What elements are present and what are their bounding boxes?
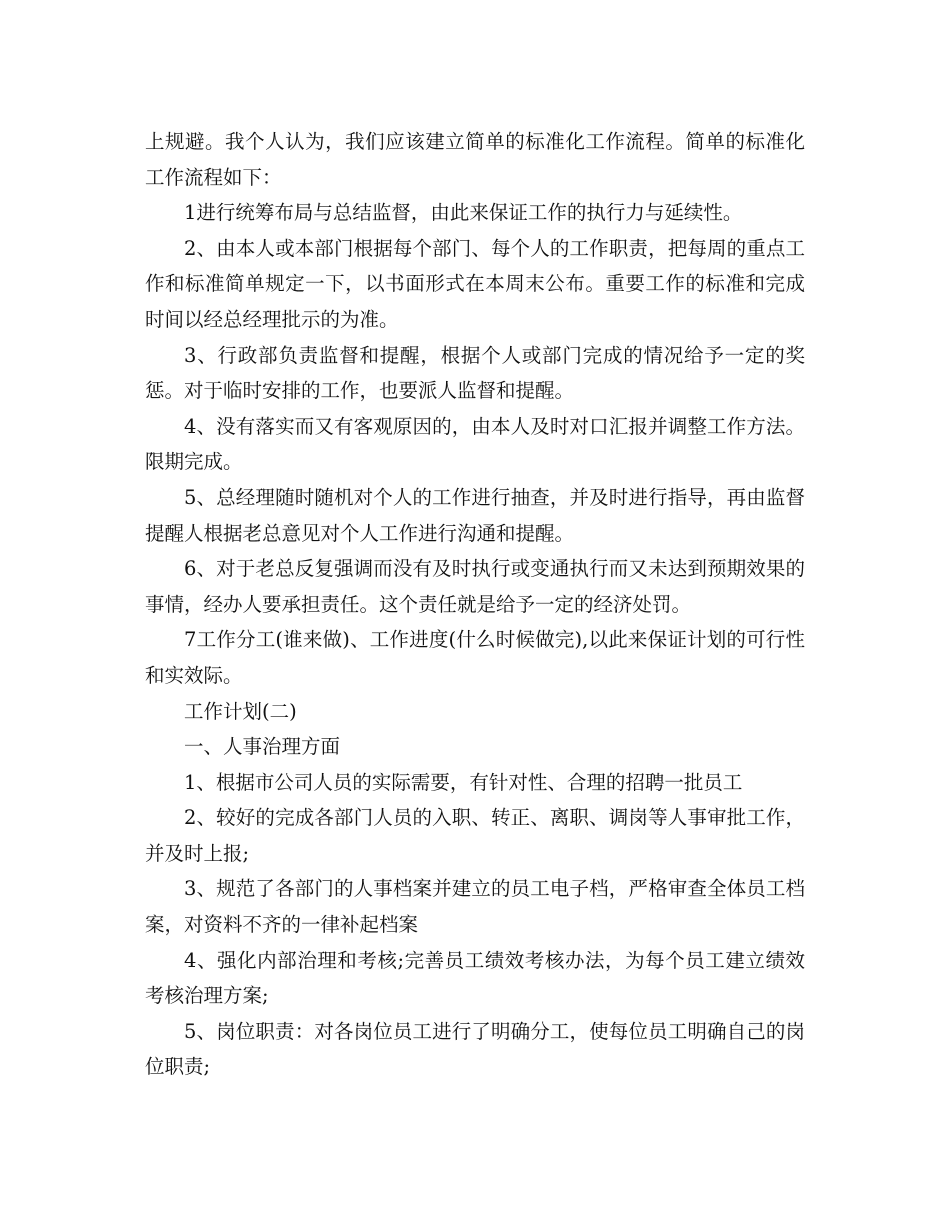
paragraph-item-3: 3、行政部负责监督和提醒，根据个人或部门完成的情况给予一定的奖惩。对于临时安排的工作，也要派人监督和提醒。 <box>145 343 805 403</box>
personnel-item-2: 2、较好的完成各部门人员的入职、转正、离职、调岗等人事审批工作，并及时上报; <box>145 806 805 865</box>
paragraph-item-6: 6、对于老总反复强调而没有及时执行或变通执行而又未达到预期效果的事情，经办人要承担责任。这个责任就是给予一定的经济处罚。 <box>145 557 805 616</box>
paragraph-item-4: 4、没有落实而又有客观原因的，由本人及时对口汇报并调整工作方法。限期完成。 <box>145 414 805 474</box>
personnel-item-1: 1、根据市公司人员的实际需要，有针对性、合理的招聘一批员工 <box>184 770 743 794</box>
subsection-heading-personnel: 一、人事治理方面 <box>184 735 341 759</box>
personnel-item-3: 3、规范了各部门的人事档案并建立的员工电子档，严格审查全体员工档案，对资料不齐的一律补起档案 <box>145 877 805 937</box>
personnel-item-4: 4、强化内部治理和考核;完善员工绩效考核办法，为每个员工建立绩效考核治理方案; <box>145 948 805 1008</box>
paragraph-item-5: 5、总经理随时随机对个人的工作进行抽查，并及时进行指导，再由监督提醒人根据老总意见对个人工作进行沟通和提醒。 <box>145 485 805 545</box>
personnel-item-5: 5、岗位职责：对各岗位员工进行了明确分工，使每位员工明确自己的岗位职责; <box>145 1019 805 1079</box>
paragraph-item-2: 2、由本人或本部门根据每个部门、每个人的工作职责，把每周的重点工作和标准简单规定一下，以书面形式在本周末公布。重要工作的标准和完成时间以经总经理批示的为准。 <box>145 236 805 331</box>
document-body <box>145 124 805 1085</box>
paragraph-item-1: 1进行统筹布局与总结监督，由此来保证工作的执行力与延续性。 <box>184 201 743 225</box>
section-heading-plan-2: 工作计划(二) <box>184 699 297 723</box>
paragraph-continuation: 上规避。我个人认为，我们应该建立简单的标准化工作流程。简单的标准化工作流程如下： <box>145 130 805 189</box>
paragraph-item-7: 7工作分工(谁来做)、工作进度(什么时候做完),以此来保证计划的可行性和实效际。 <box>145 628 805 687</box>
